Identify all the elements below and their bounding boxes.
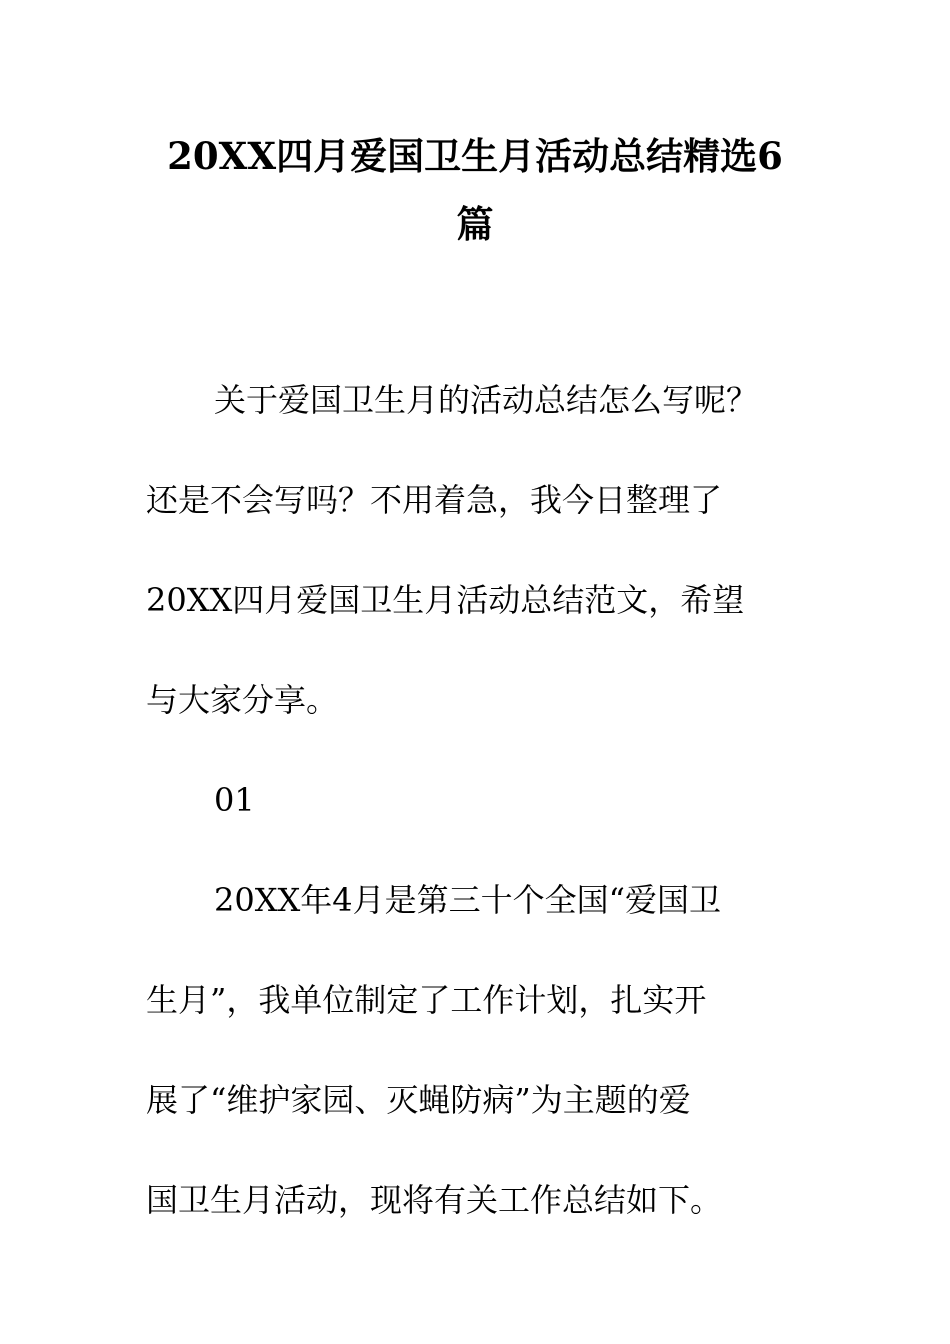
section-number: 01 bbox=[214, 781, 255, 819]
title-line-2: 篇 bbox=[456, 202, 494, 246]
section-line-2: 生月”，我单位制定了工作计划，扎实开 bbox=[146, 981, 707, 1019]
section-line-3: 展了“维护家园、灭蝇防病”为主题的爱 bbox=[146, 1081, 691, 1119]
intro-line-2: 还是不会写吗？不用着急，我今日整理了 bbox=[146, 481, 723, 519]
intro-line-3: 20XX四月爱国卫生月活动总结范文，希望 bbox=[146, 581, 745, 619]
document-title bbox=[140, 122, 810, 258]
intro-line-1: 关于爱国卫生月的活动总结怎么写呢？ bbox=[214, 381, 759, 419]
section-line-1: 20XX年4月是第三十个全国“爱国卫 bbox=[214, 881, 722, 919]
intro-line-4: 与大家分享。 bbox=[146, 681, 339, 719]
section-line-4: 国卫生月活动，现将有关工作总结如下。 bbox=[146, 1181, 723, 1219]
title-line-1: 20XX四月爱国卫生月活动总结精选6 bbox=[167, 134, 783, 178]
